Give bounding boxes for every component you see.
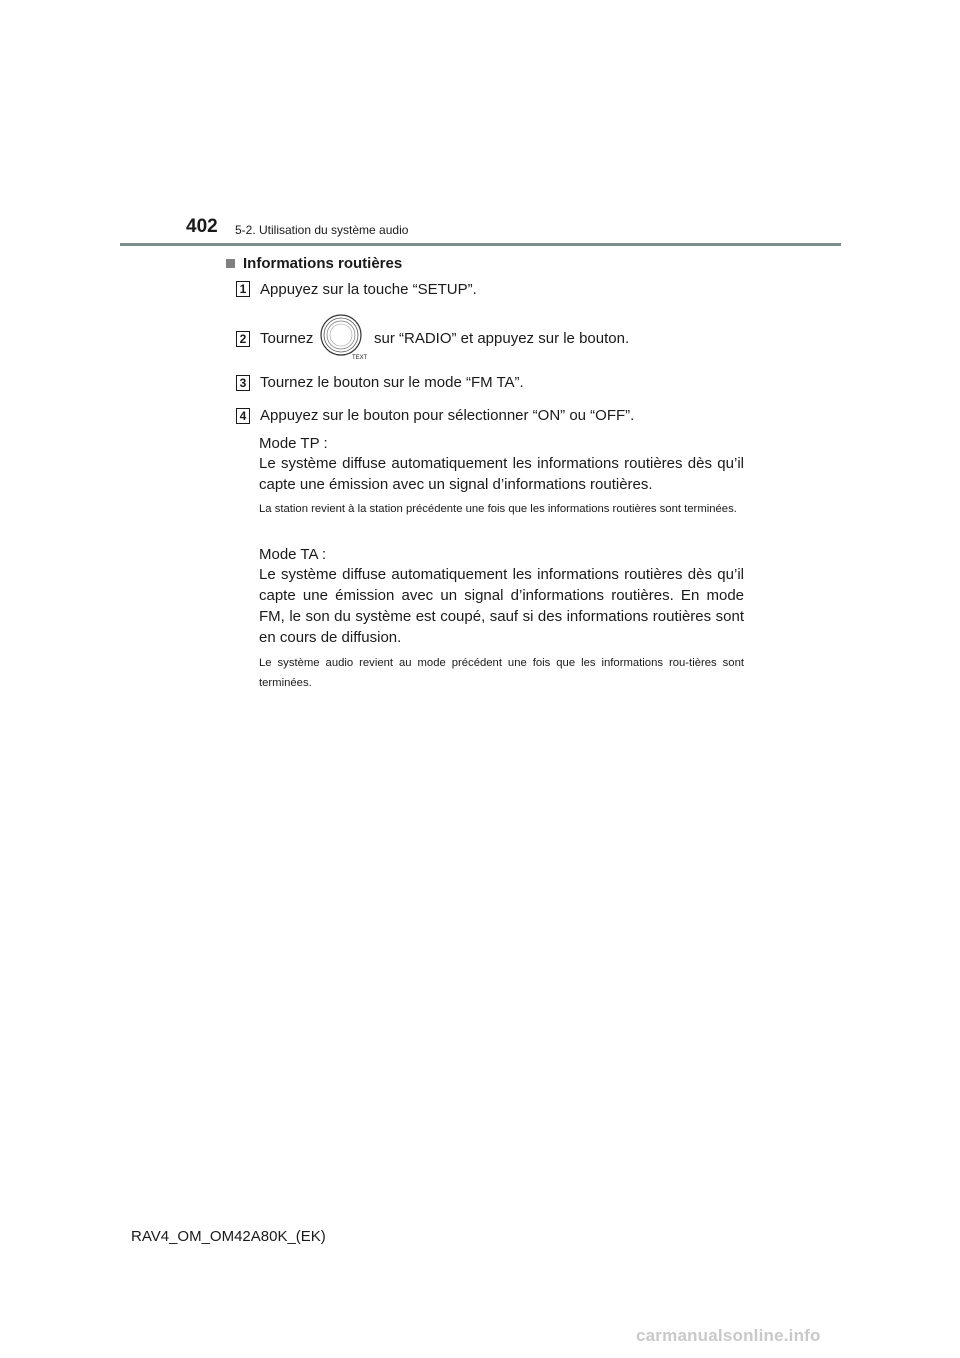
step-number-2: 2: [236, 331, 250, 347]
section-title: 5-2. Utilisation du système audio: [235, 223, 409, 237]
knob-label: TEXT: [352, 355, 367, 361]
header-divider: [120, 243, 841, 246]
subheading: [226, 255, 402, 272]
step-4-text: Appuyez sur le bouton pour sélectionner “ON” ou “OFF”.: [260, 407, 635, 424]
step-number-1: 1: [236, 281, 250, 297]
mode-ta-text: Le système diffuse automatiquement les informations routières dès qu’il capte une émission avec un signal d’informations routières. En mode FM, le son du système est coupé, sauf si des informations routières sont en cours de diffusion.: [259, 566, 744, 646]
step-number-3: 3: [236, 375, 250, 391]
subheading-text: Informations routières: [243, 255, 403, 272]
page-number: 402: [186, 216, 218, 237]
knob-icon: [319, 313, 367, 361]
step-2-text-after: sur “RADIO” et appuyez sur le bouton.: [374, 330, 630, 347]
step-1-text: Appuyez sur la touche “SETUP”.: [260, 281, 477, 298]
mode-ta-title: Mode TA :: [259, 546, 326, 563]
document-code: RAV4_OM_OM42A80K_(EK): [131, 1228, 326, 1245]
step-number-4: 4: [236, 408, 250, 424]
watermark: carmanualsonline.info: [636, 1326, 821, 1345]
mode-tp-title: Mode TP :: [259, 435, 328, 452]
step-3-text: Tournez le bouton sur le mode “FM TA”.: [260, 374, 524, 391]
square-bullet-icon: [226, 259, 235, 268]
mode-tp-text: Le système diffuse automatiquement les informations routières dès qu’il capte une émission avec un signal d’informations routières.: [259, 455, 744, 493]
mode-ta-note: Le système audio revient au mode précédent une fois que les informations rou-tières sont terminées.: [259, 657, 744, 689]
step-2-text-before: Tournez: [260, 330, 314, 347]
mode-tp-note: La station revient à la station précédente une fois que les informations routières sont terminées.: [259, 503, 737, 515]
